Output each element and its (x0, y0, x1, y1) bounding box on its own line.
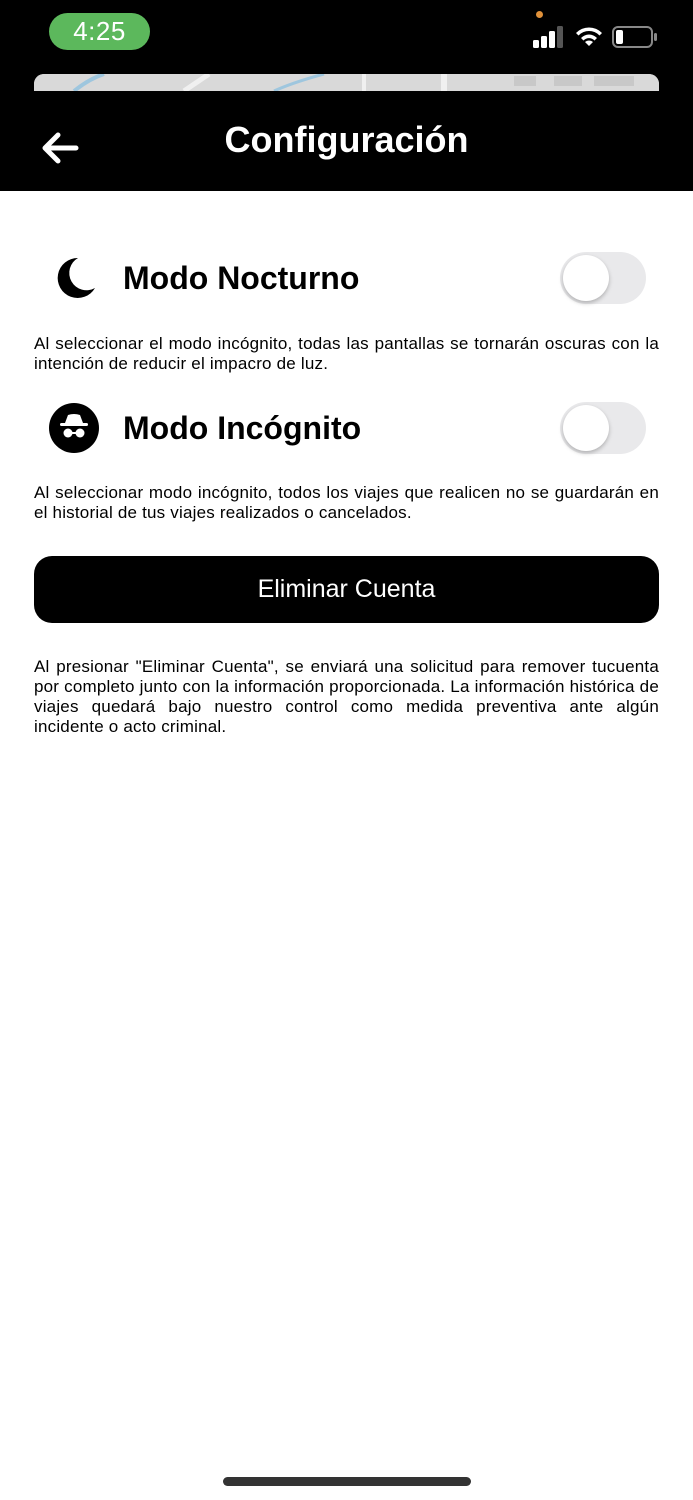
toggle-knob (563, 405, 609, 451)
page-title: Configuración (224, 119, 469, 160)
map-preview-strip (34, 74, 659, 91)
moon-icon (48, 252, 100, 304)
incognito-mode-label: Modo Incógnito (123, 410, 362, 446)
delete-account-button[interactable]: Eliminar Cuenta (34, 556, 659, 623)
night-mode-label: Modo Nocturno (123, 260, 360, 296)
battery-icon (612, 26, 658, 48)
wifi-icon (574, 24, 604, 48)
delete-account-description: Al presionar "Eliminar Cuenta", se enviará una solicitud para remover tucuenta por completo junto con la información proporcionada. La información histórica de viajes quedará bajo nuestro control como medida preventiva ante algún incidente o acto criminal. (34, 657, 659, 736)
incognito-mode-row (0, 401, 693, 461)
home-indicator[interactable] (223, 1477, 471, 1486)
night-mode-row (0, 252, 693, 312)
night-mode-toggle[interactable] (560, 252, 646, 304)
incognito-mode-toggle[interactable] (560, 402, 646, 454)
privacy-indicator-dot (536, 11, 543, 18)
navigation-bar (0, 91, 693, 191)
incognito-mode-description: Al seleccionar modo incógnito, todos los viajes que realicen no se guardarán en el historial de tus viajes realizados o cancelados. (34, 483, 659, 522)
toggle-knob (563, 255, 609, 301)
cellular-signal-icon (533, 26, 565, 48)
night-mode-description: Al seleccionar el modo incógnito, todas las pantallas se tornarán oscuras con la intención de reducir el impacro de luz. (34, 334, 659, 373)
top-bar (0, 0, 693, 191)
status-bar (0, 0, 693, 66)
status-time: 4:25 (49, 13, 150, 50)
incognito-icon (48, 402, 100, 454)
